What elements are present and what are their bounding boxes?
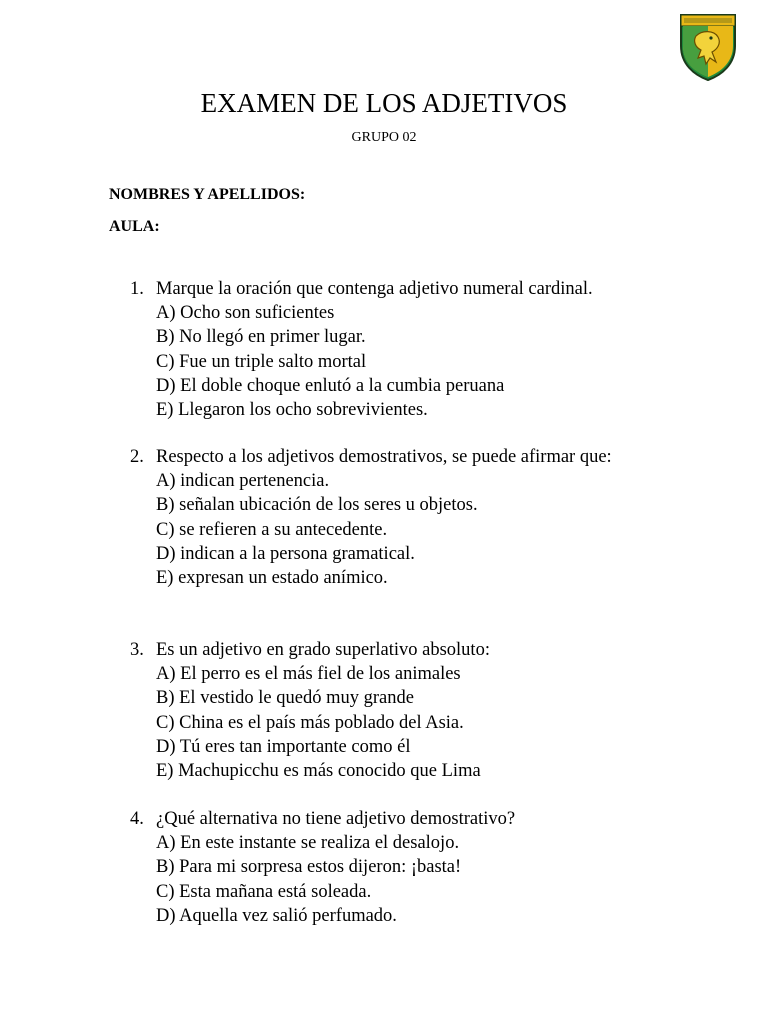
option-a: A) En este instante se realiza el desalojo. xyxy=(156,833,460,854)
exam-title: EXAMEN DE LOS ADJETIVOS xyxy=(200,88,568,118)
group-label: GRUPO 02 xyxy=(351,130,417,145)
question-1 xyxy=(130,277,650,422)
option-a: A) Ocho son suficientes xyxy=(156,303,335,324)
option-c: C) Esta mañana está soleada. xyxy=(156,881,372,902)
option-d: D) El doble choque enlutó a la cumbia peruana xyxy=(156,375,505,396)
shield-icon xyxy=(678,12,738,82)
question-3 xyxy=(130,638,650,783)
option-d: D) indican a la persona gramatical. xyxy=(156,543,415,564)
question-number: 2. xyxy=(130,447,144,467)
question-number: 4. xyxy=(130,809,144,829)
question-4 xyxy=(130,807,650,928)
question-text: Respecto a los adjetivos demostrativos, se puede afirmar que: xyxy=(156,447,612,467)
names-field-label: NOMBRES Y APELLIDOS: xyxy=(109,186,306,203)
option-b: B) El vestido le quedó muy grande xyxy=(156,688,414,709)
option-b: B) señalan ubicación de los seres u objetos. xyxy=(156,495,478,516)
option-e: E) expresan un estado anímico. xyxy=(156,568,388,589)
question-number: 3. xyxy=(130,640,144,660)
question-2 xyxy=(130,445,650,590)
option-b: B) No llegó en primer lugar. xyxy=(156,327,366,348)
question-2-prompt xyxy=(130,445,650,469)
option-c: C) Fue un triple salto mortal xyxy=(156,351,367,372)
question-4-prompt xyxy=(130,807,650,831)
question-text: Es un adjetivo en grado superlativo absoluto: xyxy=(156,640,490,660)
question-1-prompt xyxy=(130,277,650,301)
question-text: Marque la oración que contenga adjetivo numeral cardinal. xyxy=(156,279,593,299)
question-number: 1. xyxy=(130,279,144,299)
school-crest-logo xyxy=(678,12,738,82)
option-a: A) indican pertenencia. xyxy=(156,471,330,492)
option-d: D) Aquella vez salió perfumado. xyxy=(156,905,397,926)
option-a: A) El perro es el más fiel de los animales xyxy=(156,664,461,685)
aula-field-label: AULA: xyxy=(109,218,160,235)
option-b: B) Para mi sorpresa estos dijeron: ¡basta! xyxy=(156,857,462,878)
option-e: E) Llegaron los ocho sobrevivientes. xyxy=(156,400,428,421)
option-d: D) Tú eres tan importante como él xyxy=(156,736,411,757)
question-text: ¿Qué alternativa no tiene adjetivo demostrativo? xyxy=(156,809,516,829)
question-3-prompt xyxy=(130,638,650,662)
option-e: E) Machupicchu es más conocido que Lima xyxy=(156,761,481,782)
option-c: C) China es el país más poblado del Asia. xyxy=(156,712,464,733)
option-c: C) se refieren a su antecedente. xyxy=(156,519,388,540)
